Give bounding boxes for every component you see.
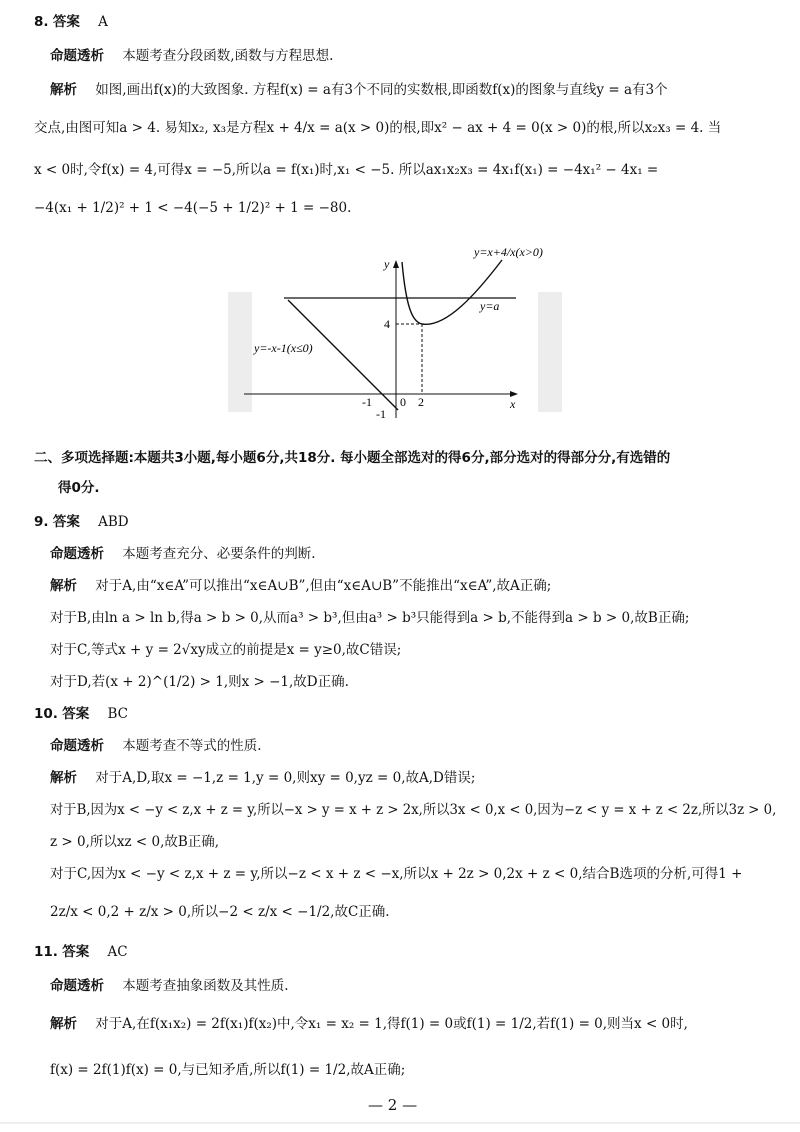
q10-analysis-label: 解析 — [50, 770, 77, 786]
q8-text-2: 交点,由图可知a > 4. 易知x₂, x₃是方程x + 4/x = a(x > 0)的根,即x² − ax + 4 = 0(x > 0)的根,所以x₂x₃ = 4. 当 — [34, 120, 722, 136]
q11-intent — [50, 974, 289, 994]
y-axis-arrow — [393, 260, 399, 268]
q8-heading — [34, 10, 108, 30]
q10-intent-text: 本题考查不等式的性质. — [122, 738, 262, 754]
tick-y-neg1: -1 — [376, 407, 386, 421]
q10-intent-label: 命题透析 — [50, 738, 104, 754]
q8-answer-label: 答案 — [52, 14, 80, 30]
q8-analysis-label: 解析 — [50, 82, 77, 98]
q11-text-2: f(x) = 2f(1)f(x) = 0,与已知矛盾,所以f(1) = 1/2,故A正确; — [50, 1062, 406, 1078]
q10-text-5: 2z/x < 0,2 + z/x > 0,所以−2 < z/x < −1/2,故C正确. — [50, 904, 390, 920]
q9-intent-text: 本题考查充分、必要条件的判断. — [122, 546, 316, 562]
q9-intent — [50, 542, 316, 562]
q11-answer: AC — [107, 944, 128, 960]
q9-answer-label: 答案 — [52, 514, 80, 530]
curve-x-plus-4-over-x — [402, 260, 502, 324]
q10-number: 10. — [34, 706, 58, 722]
q11-text-1: 对于A,在f(x₁x₂) = 2f(x₁)f(x₂)中,令x₁ = x₂ = 1,得f(1) = 0或f(1) = 1/2,若f(1) = 0,则当x < 0时, — [95, 1016, 688, 1032]
footer-rule — [0, 1122, 800, 1124]
q8-text-3: x < 0时,令f(x) = 4,可得x = −5,所以a = f(x₁)时,x₁ < −5. 所以ax₁x₂x₃ = 4x₁f(x₁) = −4x₁² − 4x₁ = — [34, 162, 659, 178]
label-curve: y=x+4/x(x>0) — [474, 245, 543, 259]
q11-analysis-line1 — [50, 1012, 688, 1032]
tick-origin: 0 — [400, 395, 406, 409]
q8-intent-text: 本题考查分段函数,函数与方程思想. — [122, 48, 334, 64]
q11-intent-text: 本题考查抽象函数及其性质. — [122, 978, 289, 994]
tick-y-4: 4 — [384, 317, 390, 331]
q10-text-2: 对于B,因为x < −y < z,x + z = y,所以−x > y = x + z > 2x,所以3x < 0,x < 0,因为−z < y = x + z < 2z,所以3z > 0, — [50, 802, 777, 818]
q9-text-3: 对于C,等式x + y = 2√xy成立的前提是x = y≥0,故C错误; — [50, 642, 402, 658]
q10-text-4: 对于C,因为x < −y < z,x + z = y,所以−z < x + z < −x,所以x + 2z > 0,2x + z < 0,结合B选项的分析,可得1 + — [50, 866, 743, 882]
q10-analysis-line1 — [50, 766, 475, 786]
q10-text-3: z > 0,所以xz < 0,故B正确, — [50, 834, 220, 850]
label-line: y=-x-1(x≤0) — [254, 341, 313, 355]
q10-text-1: 对于A,D,取x = −1,z = 1,y = 0,则xy = 0,yz = 0,故A,D错误; — [95, 770, 476, 786]
q8-analysis-line1 — [50, 78, 668, 98]
q9-number: 9. — [34, 514, 49, 530]
q8-function-graph — [240, 242, 560, 424]
q10-intent — [50, 734, 262, 754]
q10-answer: BC — [107, 706, 129, 722]
q11-answer-label: 答案 — [62, 944, 90, 960]
tick-x-2: 2 — [418, 395, 424, 409]
q8-text-4: −4(x₁ + 1/2)² + 1 < −4(−5 + 1/2)² + 1 = −80. — [34, 200, 352, 216]
q9-text-1: 对于A,由“x∈A”可以推出“x∈A∪B”,但由“x∈A∪B”不能推出“x∈A”,故A正确; — [95, 578, 552, 594]
axis-label-y: y — [384, 257, 390, 271]
axis-label-x: x — [510, 397, 516, 411]
q8-intent — [50, 44, 333, 64]
q9-analysis-label: 解析 — [50, 578, 77, 594]
q11-number: 11. — [34, 944, 58, 960]
label-y-equals-a: y=a — [480, 299, 500, 313]
tick-x-neg1: -1 — [362, 395, 372, 409]
q9-text-4: 对于D,若(x + 2)^(1/2) > 1,则x > −1,故D正确. — [50, 674, 349, 690]
q9-analysis-line1 — [50, 574, 551, 594]
q9-text-2: 对于B,由ln a > ln b,得a > b > 0,从而a³ > b³,但由a³ > b³只能得到a > b,不能得到a > b > 0,故B正确; — [50, 610, 690, 626]
q8-text-1: 如图,画出f(x)的大致图象. 方程f(x) = a有3个不同的实数根,即函数f(x)的图象与直线y = a有3个 — [95, 82, 668, 98]
q8-answer: A — [98, 14, 108, 30]
q9-intent-label: 命题透析 — [50, 546, 104, 562]
section2-title-line1: 二、多项选择题:本题共3小题,每小题6分,共18分. 每小题全部选对的得6分,部分选对的得部分分,有选错的 — [34, 450, 671, 466]
q10-heading — [34, 702, 128, 722]
q11-heading — [34, 940, 128, 960]
q8-number: 8. — [34, 14, 49, 30]
q10-answer-label: 答案 — [62, 706, 90, 722]
q11-analysis-label: 解析 — [50, 1016, 77, 1032]
q9-answer: ABD — [98, 514, 129, 530]
page-number: — 2 — — [368, 1096, 418, 1114]
q9-heading — [34, 510, 129, 530]
q8-intent-label: 命题透析 — [50, 48, 104, 64]
q11-intent-label: 命题透析 — [50, 978, 104, 994]
section2-title-line2: 得0分. — [58, 480, 100, 496]
